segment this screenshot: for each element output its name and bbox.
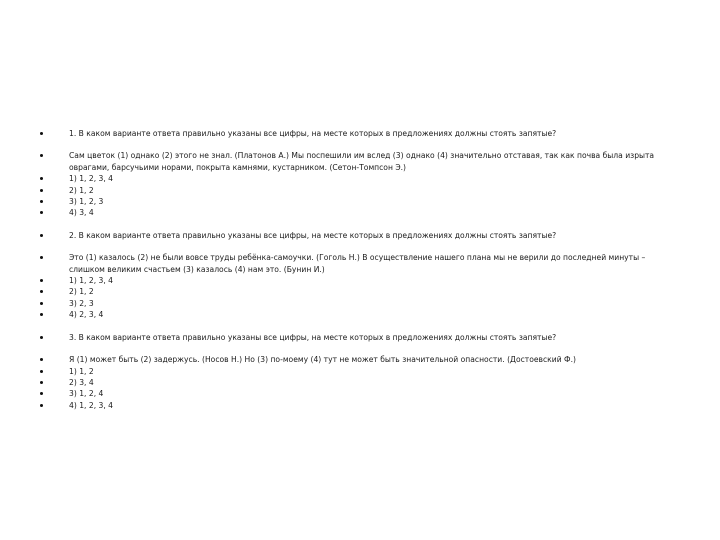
question-2-prompt — [40, 230, 680, 241]
sentence-text: Это (1) казалось (2) не были вовсе труды ребёнка-самоучки. (Гоголь Н.) В осуществление нашего плана мы не верили до последней минуты – слишком великим счастьем (3) казалось (4) нам это. (Бунин И.) — [69, 253, 646, 274]
option-text: 3) 2, 3 — [69, 298, 94, 308]
question-2-sentence — [40, 252, 680, 275]
bullet-icon — [40, 234, 43, 237]
option-text: 1) 1, 2, 3, 4 — [69, 174, 114, 184]
question-prompt-text: 2. В каком варианте ответа правильно указаны все цифры, на месте которых в предложениях должны стоять запятые? — [69, 230, 557, 240]
bullet-icon — [40, 154, 43, 157]
bullet-icon — [40, 132, 43, 135]
question-1-option-3 — [40, 196, 680, 207]
bullet-icon — [40, 177, 43, 180]
question-3-prompt — [40, 332, 680, 343]
sentence-text: Сам цветок (1) однако (2) этого не знал. (Платонов А.) Мы поспешили им вслед (3) однако (4) значительно отставая, так как почва была изрыта оврагами, барсучьими норами, покрыта камнями, кустарником. (Сетон-Томпсон Э.) — [69, 151, 655, 172]
spacer — [40, 219, 680, 230]
question-3-option-2 — [40, 377, 680, 388]
question-2-option-2 — [40, 286, 680, 297]
spacer — [40, 321, 680, 332]
sentence-text: Я (1) может быть (2) задержусь. (Носов Н.) Но (3) по-моему (4) тут не может быть значительной опасности. (Достоевский Ф.) — [69, 355, 576, 365]
question-3-option-3 — [40, 388, 680, 399]
question-1-prompt — [40, 128, 680, 139]
question-2-option-3 — [40, 298, 680, 309]
option-text: 3) 1, 2, 4 — [69, 389, 104, 399]
bullet-icon — [40, 336, 43, 339]
question-2-option-4 — [40, 309, 680, 320]
bullet-icon — [40, 358, 43, 361]
bullet-icon — [40, 392, 43, 395]
question-prompt-text: 1. В каком варианте ответа правильно указаны все цифры, на месте которых в предложениях должны стоять запятые? — [69, 129, 557, 138]
option-text: 4) 1, 2, 3, 4 — [69, 400, 114, 410]
question-1-option-2 — [40, 185, 680, 196]
bullet-icon — [40, 302, 43, 305]
question-3-option-1 — [40, 366, 680, 377]
bullet-icon — [40, 313, 43, 316]
content-list — [40, 128, 680, 411]
question-3-option-4 — [40, 400, 680, 411]
question-1-sentence — [40, 150, 680, 173]
bullet-icon — [40, 200, 43, 203]
option-text: 2) 1, 2 — [69, 287, 94, 297]
spacer — [40, 343, 680, 354]
question-1-option-4 — [40, 207, 680, 218]
bullet-icon — [40, 279, 43, 282]
spacer — [40, 241, 680, 252]
option-text: 3) 1, 2, 3 — [69, 197, 104, 207]
option-text: 2) 1, 2 — [69, 185, 94, 195]
option-text: 4) 3, 4 — [69, 208, 94, 218]
spacer — [40, 139, 680, 150]
option-text: 2) 3, 4 — [69, 377, 94, 387]
bullet-icon — [40, 404, 43, 407]
question-1-option-1 — [40, 173, 680, 184]
option-text: 1) 1, 2 — [69, 366, 94, 376]
bullet-icon — [40, 189, 43, 192]
question-prompt-text: 3. В каком варианте ответа правильно указаны все цифры, на месте которых в предложениях должны стоять запятые? — [69, 332, 557, 342]
bullet-icon — [40, 211, 43, 214]
question-3-sentence — [40, 354, 680, 365]
option-text: 1) 1, 2, 3, 4 — [69, 276, 114, 286]
question-2-option-1 — [40, 275, 680, 286]
bullet-icon — [40, 290, 43, 293]
bullet-icon — [40, 256, 43, 259]
bullet-icon — [40, 370, 43, 373]
bullet-icon — [40, 381, 43, 384]
option-text: 4) 2, 3, 4 — [69, 310, 104, 320]
